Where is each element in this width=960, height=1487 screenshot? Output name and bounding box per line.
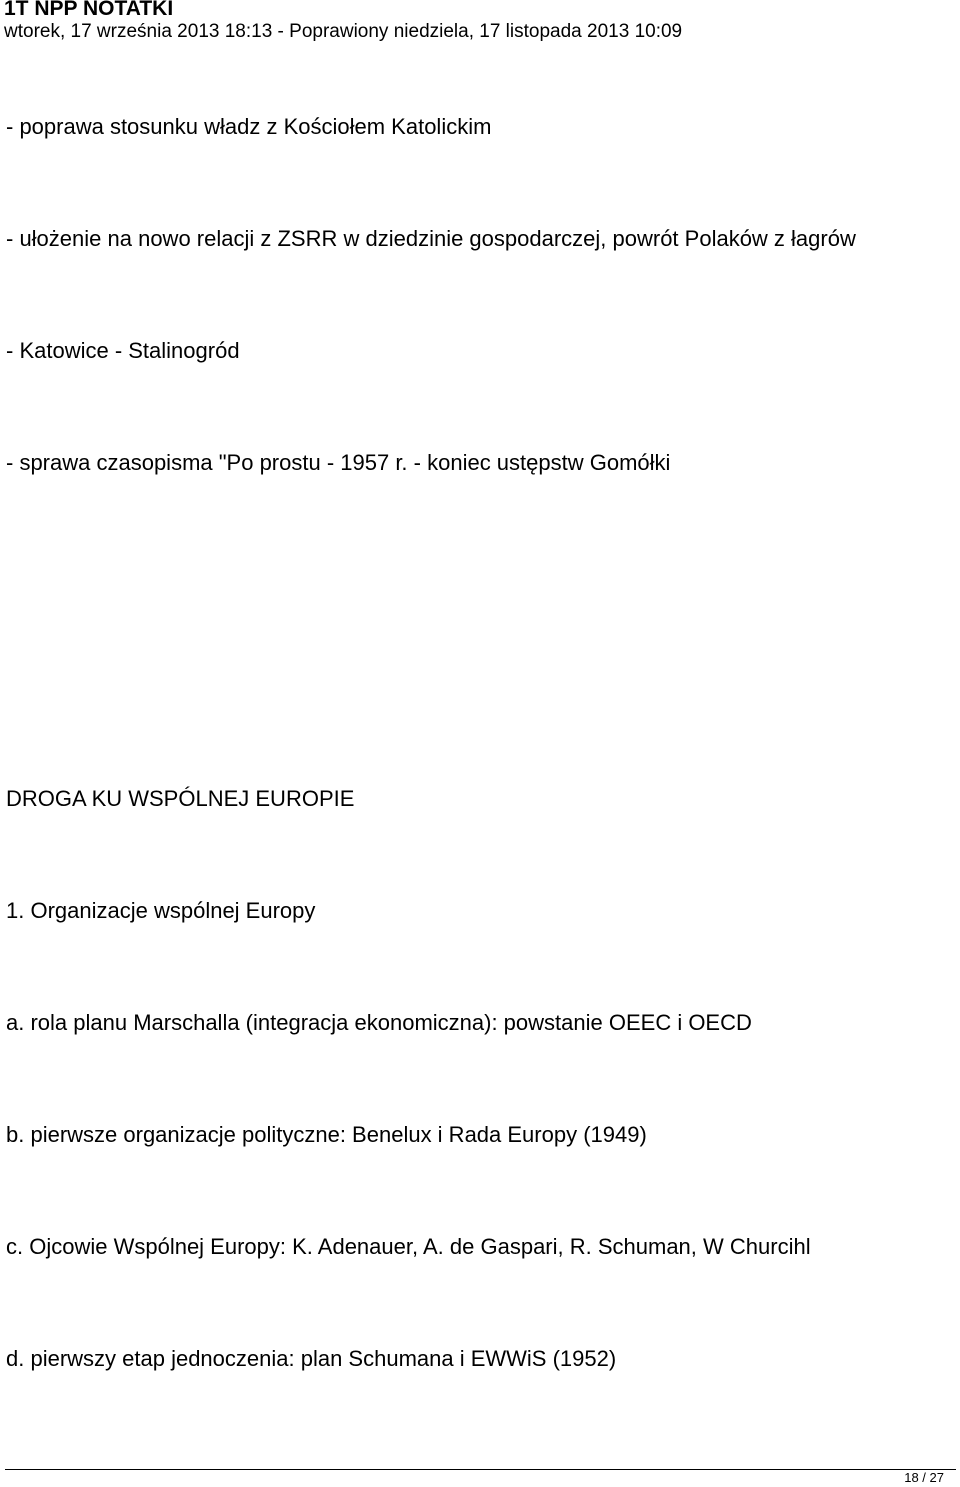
section-heading: DROGA KU WSPÓLNEJ EUROPIE (6, 786, 355, 811)
text-line: - poprawa stosunku władz z Kościołem Katolickim (6, 114, 492, 139)
text-line: - Katowice - Stalinogród (6, 338, 240, 363)
text-line: c. Ojcowie Wspólnej Europy: K. Adenauer, A. de Gaspari, R. Schuman, W Churcihl (6, 1234, 811, 1259)
text-line: - ułożenie na nowo relacji z ZSRR w dziedzinie gospodarczej, powrót Polaków z łagrów (6, 226, 856, 251)
text-line: d. pierwszy etap jednoczenia: plan Schumana i EWWiS (1952) (6, 1346, 617, 1371)
page-number: 18 / 27 (904, 1470, 944, 1485)
footer-divider (5, 1469, 956, 1470)
text-line: b. pierwsze organizacje polityczne: Benelux i Rada Europy (1949) (6, 1122, 647, 1147)
document-title: 1T NPP NOTATKI (4, 0, 174, 20)
text-line: 1. Organizacje wspólnej Europy (6, 898, 316, 923)
document-dates: wtorek, 17 września 2013 18:13 - Poprawiony niedziela, 17 listopada 2013 10:09 (4, 21, 683, 42)
text-line: - sprawa czasopisma "Po prostu - 1957 r. - koniec ustępstw Gomółki (6, 450, 671, 475)
text-line: a. rola planu Marschalla (integracja ekonomiczna): powstanie OEEC i OECD (6, 1010, 752, 1035)
